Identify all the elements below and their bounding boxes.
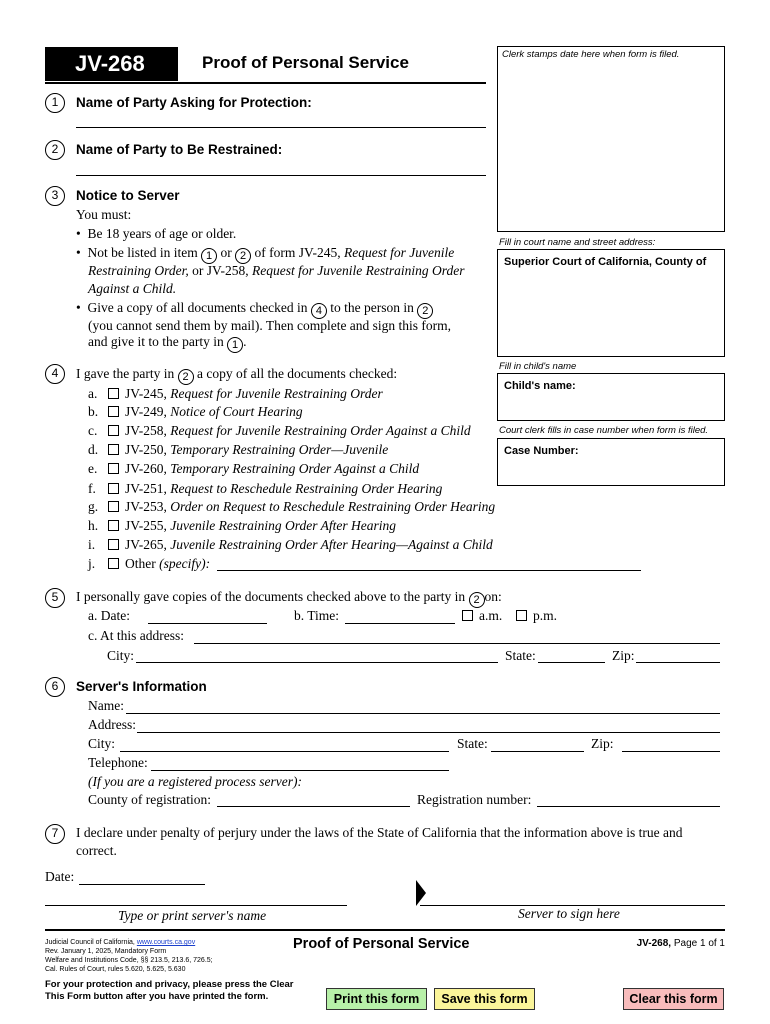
- checkbox: [108, 388, 119, 399]
- item-2-number: 2: [45, 140, 65, 160]
- ref-circle-2c: 2: [178, 369, 194, 385]
- footer-rev: Rev. January 1, 2025, Mandatory Form: [45, 948, 167, 955]
- item-5-number: 5: [45, 588, 65, 608]
- item-6-label: Server's Information: [76, 679, 207, 694]
- checkbox: [108, 483, 119, 494]
- checkbox: [108, 501, 119, 512]
- ref-circle-4: 4: [311, 303, 327, 319]
- checkbox: [108, 406, 119, 417]
- court-box[interactable]: [497, 249, 725, 357]
- declaration-line-1: I declare under penalty of perjury under the laws of the State of California that the information above is true and: [76, 825, 683, 840]
- server-telephone-label: Telephone:: [88, 755, 148, 770]
- you-must-text: You must:: [76, 207, 132, 222]
- footer-rule: [45, 929, 725, 931]
- server-address-field[interactable]: [137, 732, 720, 733]
- service-date-field[interactable]: [148, 623, 267, 624]
- state-label: State:: [505, 648, 536, 663]
- server-telephone-field[interactable]: [151, 770, 449, 771]
- service-address-field[interactable]: [194, 643, 720, 644]
- service-time-field[interactable]: [345, 623, 455, 624]
- bullet-2-line-1: • Not be listed in item 1 or 2 of form JV-245, Request for Juvenile: [76, 245, 455, 262]
- declaration-line-2: correct.: [76, 843, 117, 858]
- time-label: b. Time:: [294, 608, 340, 623]
- registered-note: (If you are a registered process server):: [88, 774, 302, 789]
- checkbox: [108, 463, 119, 474]
- checkbox: [108, 425, 119, 436]
- sign-arrow-icon: [416, 880, 426, 906]
- checkbox: [108, 520, 119, 531]
- item-4-intro: I gave the party in 2 a copy of all the documents checked:: [76, 366, 398, 383]
- party-restrained-field[interactable]: [76, 175, 486, 176]
- bullet-3-line-3: and give it to the party in 1 .: [88, 334, 247, 351]
- server-zip-label: Zip:: [591, 736, 614, 751]
- child-label: Child's name:: [504, 380, 576, 392]
- signature-date-field[interactable]: [79, 884, 205, 885]
- server-name-label: Name:: [88, 698, 124, 713]
- ref-circle-2b: 2: [417, 303, 433, 319]
- checkbox: [108, 539, 119, 550]
- county-registration-field[interactable]: [217, 806, 410, 807]
- form-id-badge: JV-268: [45, 47, 178, 81]
- bullet-2-line-2: Restraining Order, or JV-258, Request for Juvenile Restraining Order: [88, 263, 465, 278]
- ref-circle-2d: 2: [469, 592, 485, 608]
- child-note: Fill in child's name: [499, 361, 577, 372]
- privacy-note: For your protection and privacy, please press the Clear This Form button after you have printed the form.: [45, 979, 294, 1002]
- doc-item-b[interactable]: b. JV-249, Notice of Court Hearing: [88, 404, 303, 419]
- footer-code-2: Cal. Rules of Court, rules 5.620, 5.625, 5.630: [45, 966, 186, 973]
- bullet-1: • Be 18 years of age or older.: [76, 226, 237, 241]
- clerk-stamp-box[interactable]: [497, 46, 725, 232]
- bullet-3-line-1: • Give a copy of all documents checked in 4 to the person in 2: [76, 300, 433, 319]
- server-city-label: City:: [88, 736, 116, 751]
- bullet-2-line-3: Against a Child.: [88, 281, 177, 296]
- header-rule: [45, 82, 486, 84]
- item-1-label: Name of Party Asking for Protection:: [76, 95, 312, 110]
- item-4-number: 4: [45, 364, 65, 384]
- other-specify-field[interactable]: [217, 570, 641, 571]
- doc-item-a[interactable]: a. JV-245, Request for Juvenile Restraining Order: [88, 386, 383, 401]
- registration-number-field[interactable]: [537, 806, 720, 807]
- court-label: Superior Court of California, County of: [504, 256, 707, 268]
- court-note: Fill in court name and street address:: [499, 237, 656, 248]
- party-asking-field[interactable]: [76, 127, 486, 128]
- case-note: Court clerk fills in case number when form is filed.: [499, 425, 709, 436]
- registration-number-label: Registration number:: [417, 792, 532, 807]
- server-name-field[interactable]: [126, 713, 720, 714]
- doc-item-f[interactable]: f. JV-251, Request to Reschedule Restraining Order Hearing: [88, 481, 443, 496]
- checkbox: [462, 610, 473, 621]
- case-number-box[interactable]: [497, 438, 725, 486]
- item-7-number: 7: [45, 824, 65, 844]
- footer-title: Proof of Personal Service: [293, 936, 470, 952]
- sign-here-caption: Server to sign here: [518, 906, 620, 921]
- courts-link[interactable]: www.courts.ca.gov: [136, 939, 196, 946]
- doc-item-e[interactable]: e. JV-260, Temporary Restraining Order Against a Child: [88, 461, 420, 476]
- clear-form-button[interactable]: Clear this form: [623, 988, 724, 1010]
- item-1-number: 1: [45, 93, 65, 113]
- form-title: Proof of Personal Service: [202, 53, 409, 72]
- zip-label: Zip:: [612, 648, 635, 663]
- server-address-label: Address:: [88, 717, 136, 732]
- item-2-label: Name of Party to Be Restrained:: [76, 142, 283, 157]
- doc-item-i[interactable]: i. JV-265, Juvenile Restraining Order After Hearing—Against a Child: [88, 537, 493, 552]
- footer-page: JV-268, Page 1 of 1: [636, 938, 725, 949]
- footer-code-1: Welfare and Institutions Code, §§ 213.5, 213.6, 726.5;: [45, 957, 213, 964]
- print-name-caption: Type or print server's name: [118, 908, 267, 923]
- address-label: c. At this address:: [88, 628, 184, 643]
- doc-item-d[interactable]: d. JV-250, Temporary Restraining Order—Juvenile: [88, 442, 389, 457]
- save-form-button[interactable]: Save this form: [434, 988, 535, 1010]
- server-zip-field[interactable]: [622, 751, 720, 752]
- doc-item-h[interactable]: h. JV-255, Juvenile Restraining Order After Hearing: [88, 518, 396, 533]
- item-3-label: Notice to Server: [76, 188, 180, 203]
- pm-option[interactable]: p.m.: [516, 608, 557, 624]
- doc-item-g[interactable]: g. JV-253, Order on Request to Reschedule Restraining Order Hearing: [88, 499, 496, 514]
- ref-circle-2: 2: [235, 248, 251, 264]
- item-6-number: 6: [45, 677, 65, 697]
- service-city-field[interactable]: [136, 662, 498, 663]
- checkbox: [108, 444, 119, 455]
- am-option[interactable]: a.m.: [462, 608, 502, 624]
- ref-circle-1: 1: [201, 248, 217, 264]
- county-registration-label: County of registration:: [88, 792, 211, 807]
- print-name-field[interactable]: [45, 905, 347, 906]
- city-label: City:: [107, 648, 135, 663]
- ref-circle-1b: 1: [227, 337, 243, 353]
- service-state-field[interactable]: [538, 662, 605, 663]
- bullet-3-line-2: (you cannot send them by mail). Then complete and sign this form,: [88, 318, 452, 333]
- doc-item-j[interactable]: j. Other (specify):: [88, 556, 211, 571]
- service-zip-field[interactable]: [636, 662, 720, 663]
- item-5-intro: I personally gave copies of the documents checked above to the party in 2 on:: [76, 589, 502, 606]
- print-form-button[interactable]: Print this form: [326, 988, 427, 1010]
- child-name-box[interactable]: [497, 373, 725, 421]
- signature-date-label: Date:: [45, 869, 75, 884]
- server-city-field[interactable]: [120, 751, 449, 752]
- date-label: a. Date:: [88, 608, 130, 623]
- footer-council: Judicial Council of California, www.courts.ca.gov: [45, 939, 196, 946]
- doc-item-c[interactable]: c. JV-258, Request for Juvenile Restraining Order Against a Child: [88, 423, 471, 438]
- item-3-number: 3: [45, 186, 65, 206]
- checkbox: [516, 610, 527, 621]
- case-label: Case Number:: [504, 445, 579, 457]
- checkbox: [108, 558, 119, 569]
- clerk-stamp-note: Clerk stamps date here when form is filed.: [502, 49, 680, 60]
- server-state-field[interactable]: [491, 751, 584, 752]
- server-state-label: State:: [457, 736, 488, 751]
